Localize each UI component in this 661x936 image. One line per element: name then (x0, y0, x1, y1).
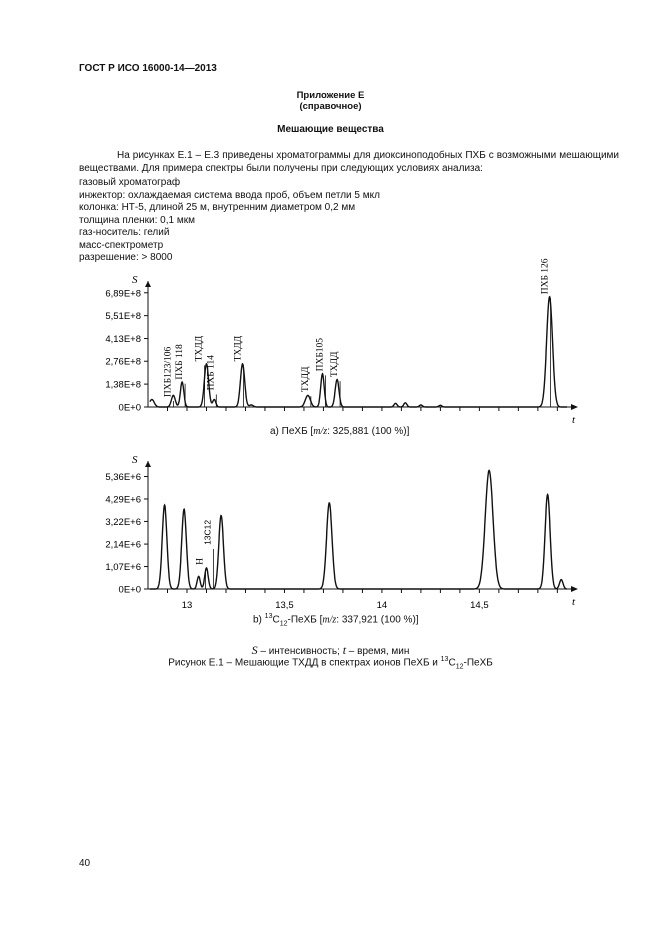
chart-b-peak-apex (329, 502, 330, 503)
chart-a-ylabel: S (132, 274, 138, 286)
chart-a-peak-apex (549, 296, 550, 297)
chart-a-peak-apex (182, 382, 183, 383)
chart-b-xlabel: t (572, 596, 576, 608)
chart-b-y-tick-label: 3,22E+6 (105, 516, 141, 528)
figure-caption-c: С (448, 657, 456, 669)
chart-a-x-arrow (571, 404, 578, 410)
chart-b-x-arrow (571, 586, 578, 592)
chart-b-peak-apex (198, 576, 199, 577)
condition-item: газ-носитель: гелий (79, 227, 170, 238)
chart-a-peak-apex (440, 405, 441, 406)
document-header: ГОСТ Р ИСО 16000-14—2013 (79, 63, 217, 74)
condition-item: инжектор: охлаждаемая система ввода проб, объем петли 5 мкл (79, 189, 380, 201)
chart-a-peak-apex (322, 373, 323, 374)
chart-a-peak-label: ПХБ105 (315, 337, 326, 372)
chart-b-peak-apex (561, 579, 562, 580)
chart-b-trace (150, 470, 567, 589)
chart-b-peak-apex (183, 509, 184, 510)
annex-title: Приложение Е (296, 90, 365, 101)
chart-a-y-tick-label: 6,89E+8 (105, 288, 141, 300)
chart-a-y-arrow (145, 281, 151, 287)
figure-caption (0, 656, 661, 670)
chart-b-y-tick-label: 5,36E+6 (105, 472, 141, 484)
chart-b-peak-label: Н (195, 557, 206, 565)
chart-b-caption-prefix: b) (253, 614, 265, 626)
chart-a-y-tick-label: 0E+0 (118, 402, 141, 414)
chart-b-caption-sup: 13 (264, 613, 273, 620)
chart-a-peak-label: ТХДД (233, 335, 244, 362)
chart-b-ylabel: S (132, 454, 138, 466)
chart-a-y-tick-label: 5,51E+8 (105, 311, 141, 323)
figure-caption-main: Рисунок Е.1 – Мешающие ТХДД в спектрах ионов ПеХБ и (168, 657, 441, 669)
legend-s-symbol: S (251, 643, 258, 657)
chart-a-peak-label: ПХБ123/106 (163, 346, 174, 398)
chart-b-x-tick-label: 13 (181, 600, 193, 611)
chart-a-caption-suffix: : 325,881 (100 %)] (327, 426, 410, 437)
chart-b-caption-suffix: : 337,921 (100 %)] (336, 614, 419, 626)
chart-b-x-tick-label: 13,5 (275, 600, 294, 611)
chart-b-caption-sub: 12 (279, 620, 288, 628)
condition-item: колонка: НТ-5, длиной 25 м, внутренним диаметром 0,2 мм (79, 202, 356, 213)
chart-b-peak-apex (489, 470, 490, 471)
page-number: 40 (79, 858, 91, 869)
intro-paragraph: На рисунках Е.1 – Е.3 приведены хроматограммы для диоксиноподобных ПХБ с возможными мешающими веществами. Для примера спектры были получены при следующих условиях анализа: (79, 150, 619, 174)
chart-b-peak-apex (164, 504, 165, 505)
chart-b-peak-label: 13С12 (202, 519, 213, 545)
chart-a-peak-label: ТХДД (300, 366, 311, 393)
chart-b-x-tick-label: 14,5 (470, 600, 489, 611)
chart-a-peak-apex (214, 399, 215, 400)
chart-a-peak-apex (336, 379, 337, 380)
chart-a-peak-apex (420, 404, 421, 405)
chart-b-caption (253, 613, 419, 627)
chart-b-y-tick-label: 0E+0 (118, 584, 141, 596)
chart-a-peak-apex (251, 404, 252, 405)
chart-a-peak-apex (242, 363, 243, 364)
chart-a-y-tick-label: 4,13E+8 (105, 334, 141, 346)
chart-a-peak-label: ПХБ 118 (175, 344, 186, 380)
chart-a-caption (270, 426, 409, 437)
chart-b-y-tick-label: 2,14E+6 (105, 539, 141, 551)
chart-a-y-tick-label: 1,38E+8 (105, 379, 141, 391)
chart-a-caption-mz: m/z (313, 426, 328, 437)
condition-item: толщина пленки: 0,1 мкм (79, 214, 195, 226)
figure-caption-sub: 12 (455, 663, 464, 671)
chart-a-peak-apex (307, 395, 308, 396)
figure-caption-tail: -ПеХБ (463, 657, 493, 669)
chart-b-y-tick-label: 4,29E+6 (105, 494, 141, 506)
chart-a-peak-apex (151, 399, 152, 400)
chart-b-caption-mid: -ПеХБ [ (287, 614, 323, 626)
section-title: Мешающие вещества (277, 124, 384, 135)
legend-text-2: – время, мин (346, 646, 410, 657)
condition-item: газовый хроматограф (79, 177, 181, 188)
chart-a-peak-label: ПХБ 126 (540, 258, 551, 295)
chart-a-peak-label: ТХДД (194, 335, 205, 362)
chart-a-y-tick-label: 2,76E+8 (105, 356, 141, 368)
chart-a-peak-apex (395, 403, 396, 404)
condition-item: масс-спектрометр (79, 239, 164, 251)
chart-a-peak-label: ТХДД (330, 351, 341, 378)
chart-a-xlabel: t (572, 414, 576, 426)
chart-b-caption-mz: m/z (322, 614, 337, 626)
chart-a-peak-apex (405, 402, 406, 403)
chart-b-y-arrow (145, 461, 151, 467)
chart-b-peak-apex (220, 515, 221, 516)
legend-text-1: – интенсивность; (257, 646, 343, 657)
figure-caption-sup: 13 (440, 656, 449, 663)
legend-t-symbol: t (342, 643, 347, 657)
chart-b-peak-apex (547, 494, 548, 495)
chart-a-peak-label: ПХБ 114 (206, 354, 217, 391)
chart-b-peak-apex (206, 567, 207, 568)
condition-item: разрешение: > 8000 (79, 252, 173, 263)
chart-a-caption-prefix: a) ПеХБ [ (270, 426, 314, 437)
annex-subtitle: (справочное) (299, 101, 362, 112)
chart-b-x-tick-label: 14 (376, 600, 388, 611)
chart-b-y-tick-label: 1,07E+6 (105, 562, 141, 574)
chart-b-caption-c: С (272, 614, 280, 626)
